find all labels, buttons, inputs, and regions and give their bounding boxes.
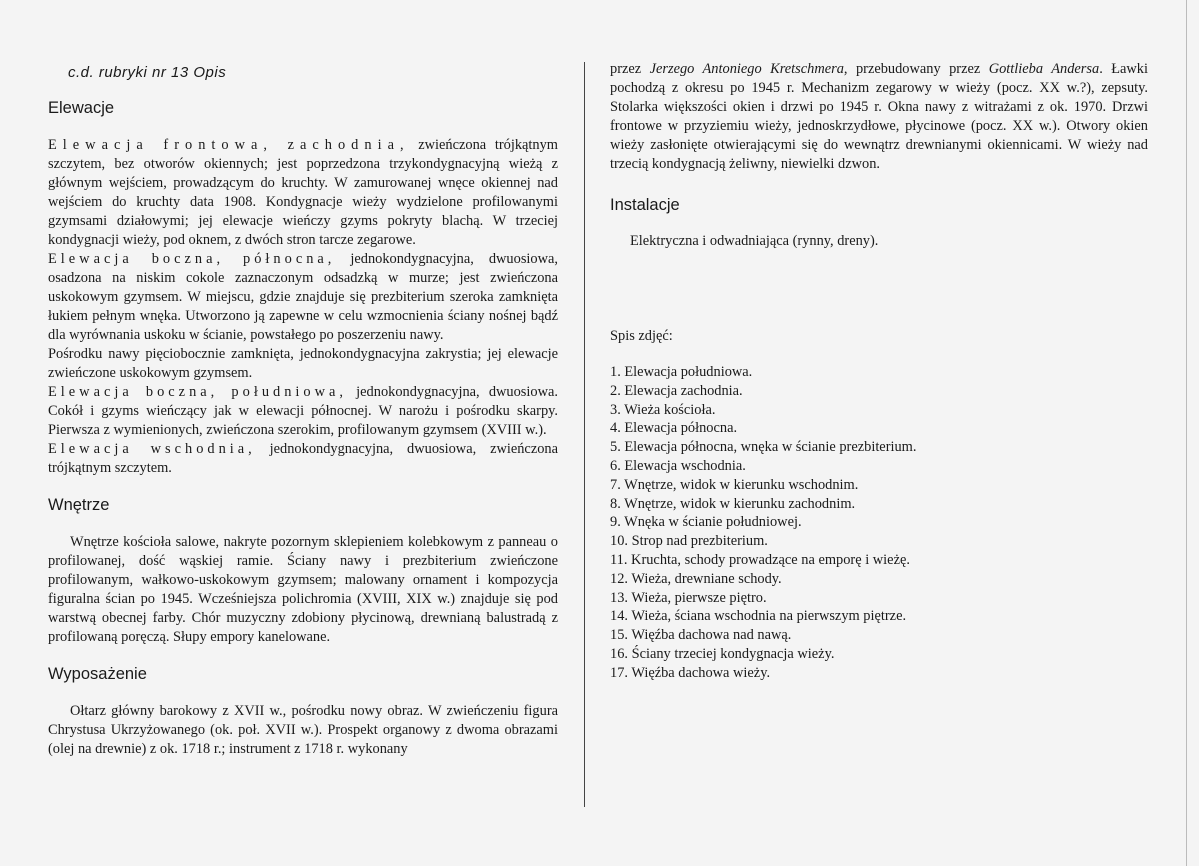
photo-list-item: 7. Wnętrze, widok w kierunku wschodnim. — [610, 476, 859, 493]
instalacje-text: Elektryczna i odwadniająca (rynny, dreny). — [630, 233, 879, 249]
name-kretschmer: Jerzego Antoniego Kretschmera — [649, 61, 844, 77]
photo-list-item: 5. Elewacja północna, wnęka w ścianie prezbiterium. — [610, 439, 917, 456]
photo-list-item: 13. Wieża, pierwsze piętro. — [610, 589, 767, 606]
label-elewacja-poludniowa: Elewacja boczna, południowa, — [48, 384, 347, 400]
photo-list-item: 2. Elewacja zachodnia. — [610, 382, 743, 399]
photo-list-item: 6. Elewacja wschodnia. — [610, 457, 746, 474]
paragraph-elewacja-wschodnia — [48, 440, 558, 478]
text-elewacja-polnocna: jednokondygnacyjna, dwuosiowa, osadzona na niskim cokole zaznaczonym odsadzką w murze; jest zwieńczona uskokowym gzymsem. W miejscu, gdzie znajduje się prezbiterium szeroka zamknięta łukiem pełnym wnęka. Utworzono ją zapewne w celu wzmocnienia ściany nośnej bądź dla wyrównania uskoku w ścianie, powstałego po poszerzeniu nawy. — [48, 251, 558, 343]
continued-text-post: . Ławki pochodzą z okresu po 1945 r. Mechanizm zegarowy w wieży (pocz. XX w.?), zepsuty. Stolarka większości okien i drzwi po 1945 r. Okna nawy z witrażami z ok. 1970. Drzwi frontowe w przyziemiu wieży, jednoskrzydłowe, płycinowe (pocz. XX w.). Otwory okien wieży zasłonięte otwierającymi się do wewnątrz drewnianymi okiennicami. W wieży nad trzecią kondygnacją żeliwny, niewielki dzwon. — [610, 61, 1148, 172]
heading-wyposazenie: Wyposażenie — [48, 665, 147, 683]
continued-text-mid: , przebudowany przez — [843, 61, 989, 77]
photo-list-item: 3. Wieża kościoła. — [610, 401, 716, 418]
photo-list-title: Spis zdjęć: — [610, 328, 673, 344]
photo-list-item: 15. Więźba dachowa nad nawą. — [610, 627, 792, 644]
photo-list-item: 11. Kruchta, schody prowadzące na emporę i wieżę. — [610, 551, 910, 568]
heading-instalacje: Instalacje — [610, 196, 680, 214]
paragraph-elewacja-poludniowa — [48, 383, 558, 440]
photo-list-item: 9. Wnęka w ścianie południowej. — [610, 514, 802, 531]
column-divider — [584, 62, 585, 807]
text-elewacja-poludniowa: jednokondygnacyjna, dwuosiowa. Cokół i gzyms wieńczący jak w elewacji północnej. W narożu i pośrodku skarpy. Pierwsza z wymienionych, zwieńczona szerokim, profilowanym gzymsem (XVIII w.). — [48, 384, 558, 438]
photo-list-item: 8. Wnętrze, widok w kierunku zachodnim. — [610, 495, 856, 512]
paragraph-wyposazenie: Ołtarz główny barokowy z XVII w., pośrodku nowy obraz. W zwieńczeniu figura Chrystusa Ukrzyżowanego (ok. poł. XVII w.). Prospekt organowy z dwoma obrazami (olej na drewnie) z ok. 1718 r.; instrument z 1718 r. wykonany — [48, 703, 558, 757]
right-column — [610, 60, 1148, 683]
photo-list-item: 1. Elewacja południowa. — [610, 364, 753, 380]
photo-list — [610, 363, 1148, 683]
text-elewacja-wschodnia: jednokondygnacyjna, dwuosiowa, zwieńczona trójkątnym szczytem. — [48, 441, 558, 476]
label-elewacja-frontowa: Elewacja frontowa, zachodnia, — [48, 137, 410, 153]
photo-list-item: 14. Wieża, ściana wschodnia na pierwszym piętrze. — [610, 608, 907, 625]
paragraph-wnetrze: Wnętrze kościoła salowe, nakryte pozornym sklepieniem kolebkowym z panneau o profilowanej, dość wąskiej ramie. Ściany nawy i prezbiterium zwieńczone profilowanym, wałkowo-uskokowym gzymsem; malowany ornament i kompozycja figuralna ścian po 1945. Wcześniejsza polichromia (XVIII, XIX w.) znajduje się pod warstwą obecnej farby. Chór muzyczny zdobiony płycinową, drewnianą balustradą z profilowaną poręczą. Słupy empory kanelowane. — [48, 534, 558, 645]
photo-list-item: 17. Więźba dachowa wieży. — [610, 664, 771, 681]
paragraph-wyposazenie-continued — [610, 60, 1148, 174]
photo-list-item: 12. Wieża, drewniane schody. — [610, 570, 782, 587]
rubric-title: c.d. rubryki nr 13 Opis — [68, 64, 227, 81]
continued-text-pre: przez — [610, 61, 650, 77]
name-anders: Gottlieba Andersa — [988, 61, 1100, 77]
text-elewacja-frontowa: zwieńczona trójkątnym szczytem, bez otworów okiennych; jest poprzedzona trzykondygnacyjną wieżą z głównym wejściem, prowadzącym do kruchty. W zamurowanej wnęce okiennej nad wejściem do kruchty data 1908. Kondygnacje wieży wydzielone profilowanymi gzymsami działowymi; jej elewacje wieńczy gzyms pokryty blachą. W trzeciej kondygnacji wieży, pod oknem, z dwóch stron tarcze zegarowe. — [48, 137, 558, 248]
heading-wnetrze: Wnętrze — [48, 496, 110, 514]
page-edge — [1186, 0, 1187, 866]
photo-list-item: 10. Strop nad prezbiterium. — [610, 533, 768, 550]
photo-list-item: 4. Elewacja północna. — [610, 420, 738, 437]
photo-list-item: 16. Ściany trzeciej kondygnacja wieży. — [610, 645, 835, 662]
left-column — [48, 60, 558, 759]
paragraph-elewacja-frontowa — [48, 136, 558, 250]
paragraph-zakrystia: Pośrodku nawy pięciobocznie zamknięta, jednokondygnacyjna zakrystia; jej elewacje zwieńczone uskokowym gzymsem. — [48, 346, 558, 381]
paragraph-elewacja-polnocna — [48, 250, 558, 345]
label-elewacja-polnocna: Elewacja boczna, północna, — [48, 251, 336, 267]
heading-elewacje: Elewacje — [48, 99, 115, 117]
label-elewacja-wschodnia: Elewacja wschodnia, — [48, 441, 256, 457]
